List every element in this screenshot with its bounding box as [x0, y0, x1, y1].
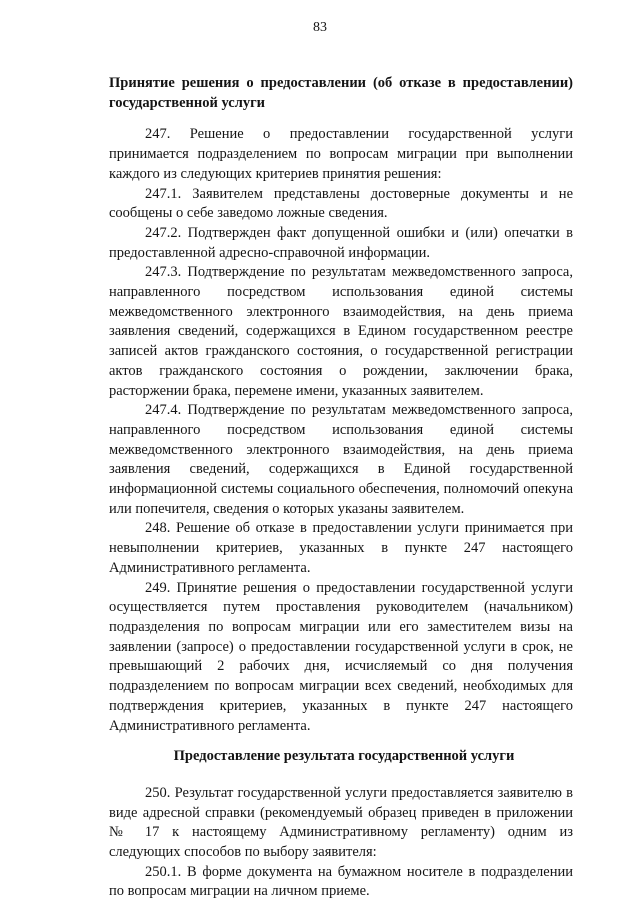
section-heading-result: Предоставление результата государственной услуги — [173, 748, 515, 765]
paragraph-247-1: 247.1. Заявителем представлены достоверные документы и не сообщены о себе заведомо ложные сведения. — [109, 185, 573, 222]
paragraph-247-4: 247.4. Подтверждение по результатам межведомственного запроса, направленного посредством использования единой системы межведомственного электронного взаимодействия, на день приема заявления сведений, содержащихся в Единой государственной информационной системы социального обеспечения, полномочий опекуна или попечителя, сведения о которых указаны заявителем. — [109, 402, 573, 517]
paragraph-247-2: 247.2. Подтвержден факт допущенной ошибки и (или) опечатки в предоставленной адресно-справочной информации. — [109, 224, 573, 261]
document-body — [109, 74, 573, 902]
paragraph-247-3: 247.3. Подтверждение по результатам межведомственного запроса, направленного посредством использования единой системы межведомственного электронного взаимодействия, на день приема заявления сведений, содержащихся в Едином государственном реестре записей актов гражданского состояния, о государственной регистрации актов гражданского состояния о рождении, заключении брака, расторжении брака, перемене имени, указанных заявителем. — [109, 264, 573, 399]
section-heading-decision: Принятие решения о предоставлении (об отказе в предоставлении) государственной услуги — [109, 75, 573, 111]
page-number: 83 — [313, 20, 327, 35]
paragraph-247: 247. Решение о предоставлении государственной услуги принимается подразделением по вопросам миграции при выполнении каждого из следующих критериев принятия решения: — [109, 126, 573, 182]
paragraph-249: 249. Принятие решения о предоставлении государственной услуги осуществляется путем проставления руководителем (начальником) подразделения по вопросам миграции или его заместителем визы на заявлении (запросе) о предоставлении государственной услуги в срок, не превышающий 2 рабочих дня, исчисляемый со дня получения подразделением по вопросам миграции всех сведений, необходимых для подтверждения критериев, указанных в пункте 247 настоящего Административного регламента. — [109, 579, 573, 734]
paragraph-250-1: 250.1. В форме документа на бумажном носителе в подразделении по вопросам миграции на личном приеме. — [109, 863, 573, 900]
paragraph-250: 250. Результат государственной услуги предоставляется заявителю в виде адресной справки (рекомендуемый образец приведен в приложении № 17 к настоящему Административному регламенту) одним из следующих способов по выбору заявителя: — [109, 784, 573, 861]
paragraph-248: 248. Решение об отказе в предоставлении услуги принимается при невыполнении критериев, указанных в пункте 247 настоящего Административного регламента. — [109, 520, 573, 576]
